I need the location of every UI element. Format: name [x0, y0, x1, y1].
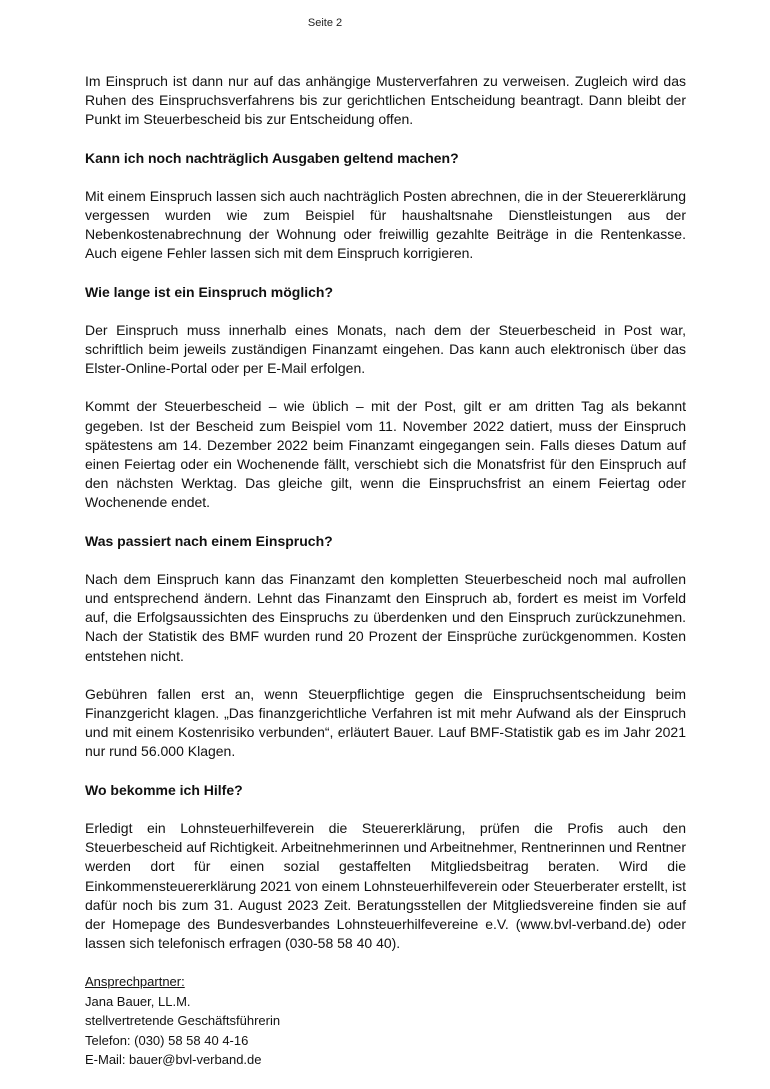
paragraph-nach-einspruch-1: Nach dem Einspruch kann das Finanzamt den kompletten Steuerbescheid noch mal aufrollen und entsprechend ändern. Lehnt das Finanzamt den Einspruch ab, fordert es meist im Vorfeld auf, die Erfolgsaussichten des Einspruchs zu überdenken und den Einspruch zurückzunehmen. Nach der Statistik des BMF wurden rund 20 Prozent der Einsprüche zurückgenommen. Kosten entstehen nicht. — [85, 570, 686, 664]
paragraph-einspruchsfrist-1: Der Einspruch muss innerhalb eines Monats, nach dem der Steuerbescheid in Post war, schriftlich beim jeweils zuständigen Finanzamt eingehen. Das kann auch elektronisch über das Elster-Online-Portal oder per E-Mail erfolgen. — [85, 321, 686, 377]
contact-label: Ansprechpartner: — [85, 974, 185, 990]
heading-einspruchsfrist: Wie lange ist ein Einspruch möglich? — [85, 283, 334, 300]
paragraph-hilfe: Erledigt ein Lohnsteuerhilfeverein die Steuererklärung, prüfen die Profis auch den Steuerbescheid auf Richtigkeit. Arbeitnehmerinnen und Arbeitnehmer, Rentnerinnen und Rentner werden dort für einen sozial gestaffelten Mitgliedsbeitrag beraten. Wird die Einkommensteuererklärung 2021 von einem Lohnsteuerhilfeverein oder Steuerberater erstellt, ist dafür noch bis zum 31. August 2023 Zeit. Beratungsstellen der Mitgliedsvereine finden sie auf der Homepage des Bundesverbandes Lohnsteuerhilfevereine e.V. (www.bvl-verband.de) oder lassen sich telefonisch erfragen (030-58 58 40 40). — [85, 819, 686, 952]
contact-name: Jana Bauer, LL.M. — [85, 993, 191, 1009]
page-number: Seite 2 — [307, 17, 343, 29]
heading-nachtraegliche-ausgaben: Kann ich noch nachträglich Ausgaben geltend machen? — [85, 149, 459, 166]
heading-hilfe: Wo bekomme ich Hilfe? — [85, 781, 243, 798]
paragraph-einspruchsfrist-2: Kommt der Steuerbescheid – wie üblich – mit der Post, gilt er am dritten Tag als bekannt gegeben. Ist der Bescheid zum Beispiel vom 11. November 2022 datiert, muss der Einspruch spätestens am 14. Dezember 2022 beim Finanzamt eingegangen sein. Falls dieses Datum auf einen Feiertag oder ein Wochenende fällt, verschiebt sich die Monatsfrist für den Einspruch auf den nächsten Werktag. Das gleiche gilt, wenn die Einspruchsfrist an einem Feiertag oder Wochenende endet. — [85, 398, 686, 511]
paragraph-intro: Im Einspruch ist dann nur auf das anhängige Musterverfahren zu verweisen. Zugleich wird das Ruhen des Einspruchsverfahrens bis zur gerichtlichen Entscheidung beantragt. Dann bleibt der Punkt im Steuerbescheid bis zur Entscheidung offen. — [85, 73, 686, 128]
contact-block — [85, 972, 686, 1070]
contact-email: E-Mail: bauer@bvl-verband.de — [85, 1052, 262, 1068]
contact-phone: Telefon: (030) 58 58 40 4-16 — [85, 1032, 249, 1048]
document-body — [85, 72, 686, 1070]
heading-nach-einspruch: Was passiert nach einem Einspruch? — [85, 532, 333, 549]
paragraph-nachtraegliche-ausgaben: Mit einem Einspruch lassen sich auch nachträglich Posten abrechnen, die in der Steuererklärung vergessen wurden wie zum Beispiel für haushaltsnahe Dienstleistungen aus der Nebenkostenabrechnung der Wohnung oder freiwillig gezahlte Beiträge in die Rentenkasse. Auch eigene Fehler lassen sich mit dem Einspruch korrigieren. — [85, 187, 686, 262]
paragraph-nach-einspruch-2: Gebühren fallen erst an, wenn Steuerpflichtige gegen die Einspruchsentscheidung beim Finanzgericht klagen. „Das finanzgerichtliche Verfahren ist mit mehr Aufwand als der Einspruch und mit einem Kostenrisiko verbunden“, erläutert Bauer. Lauf BMF-Statistik gab es im Jahr 2021 nur rund 56.000 Klagen. — [85, 685, 686, 760]
contact-role: stellvertretende Geschäftsführerin — [85, 1013, 281, 1029]
